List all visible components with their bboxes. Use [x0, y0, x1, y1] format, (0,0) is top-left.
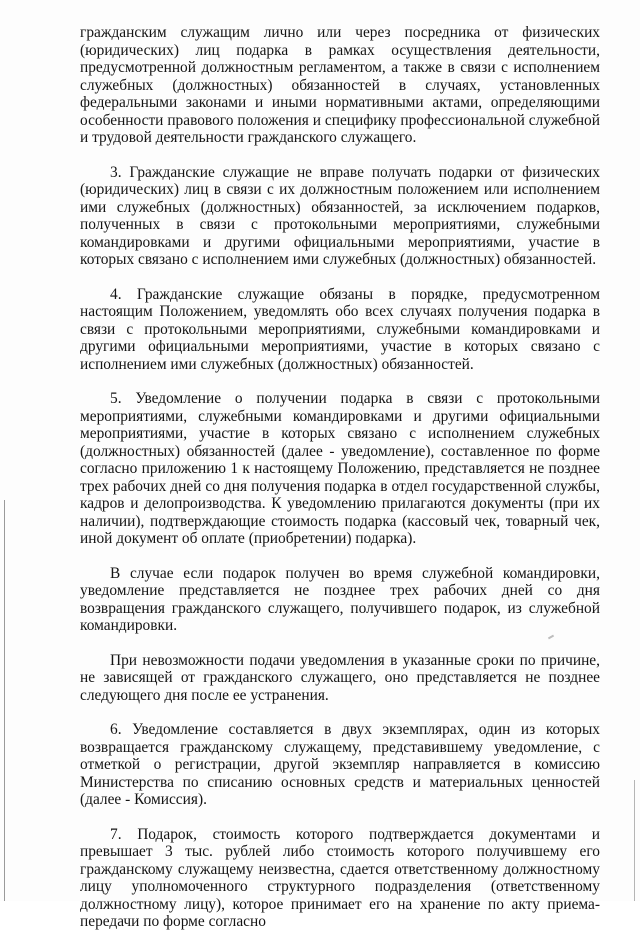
paragraph: В случае если подарок получен во время служебной командировки, уведомление представляется не позднее трех рабочих дней со дня возвращения гражданского служащего, получившего подарок, из служебной командировки. — [80, 564, 600, 634]
paragraph-item-4: 4. Гражданские служащие обязаны в порядке, предусмотренном настоящим Положением, уведомлять обо всех случаях получения подарка в связи с протокольными мероприятиями, служебными командировками и другими официальными мероприятиями, участие в которых связано с исполнением ими служебных (должностных) обязанностей. — [80, 285, 600, 373]
paragraph-item-5: 5. Уведомление о получении подарка в связи с протокольными мероприятиями, служебными командировками и другими официальными мероприятиями, участие в которых связано с исполнением служебных (должностных) обязанностей (далее - уведомление), составленное по форме согласно приложению 1 к настоящему Положению, представляется не позднее трех рабочих дней со дня получения подарка в отдел государственной службы, кадров и делопроизводства. К уведомлению прилагаются документы (при их наличии), подтверждающие стоимость подарка (кассовый чек, товарный чек, иной документ об оплате (приобретении) подарка). — [80, 390, 600, 547]
paragraph-item-7: 7. Подарок, стоимость которого подтверждается документами и превышает 3 тыс. рублей либо стоимость которого получившему его гражданскому служащему неизвестна, сдается ответственному должностному лицу уполномоченного структурного подразделения (ответственному должностному лицу), которое принимает его на хранение по акту приема-передачи по форме согласно — [80, 825, 600, 930]
paragraph: При невозможности подачи уведомления в указанные сроки по причине, не зависящей от гражданского служащего, оно представляется не позднее следующего дня после ее устранения. — [80, 651, 600, 704]
document-body — [80, 24, 600, 948]
paragraph: гражданским служащим лично или через посредника от физических (юридических) лиц подарка в рамках осуществления деятельности, предусмотренной должностным регламентом, а также в связи с исполнением служебных (должностных) обязанностей в случаях, установленных федеральными законами и иными нормативными актами, определяющими особенности правового положения и специфику профессиональной служебной и трудовой деятельности гражданского служащего. — [80, 24, 600, 146]
scan-edge-line — [634, 780, 635, 901]
scan-edge-line — [4, 500, 5, 901]
paragraph-item-3: 3. Гражданские служащие не вправе получать подарки от физических (юридических) лиц в связи с их должностным положением или исполнением ими служебных (должностных) обязанностей, за исключением подарков, полученных в связи с протокольными мероприятиями, служебными командировками и другими официальными мероприятиями, участие в которых связано с исполнением ими служебных (должностных) обязанностей. — [80, 163, 600, 268]
paragraph-item-6: 6. Уведомление составляется в двух экземплярах, один из которых возвращается гражданскому служащему, представившему уведомление, с отметкой о регистрации, другой экземпляр направляется в комиссию Министерства по списанию основных средств и материальных ценностей (далее - Комиссия). — [80, 721, 600, 808]
